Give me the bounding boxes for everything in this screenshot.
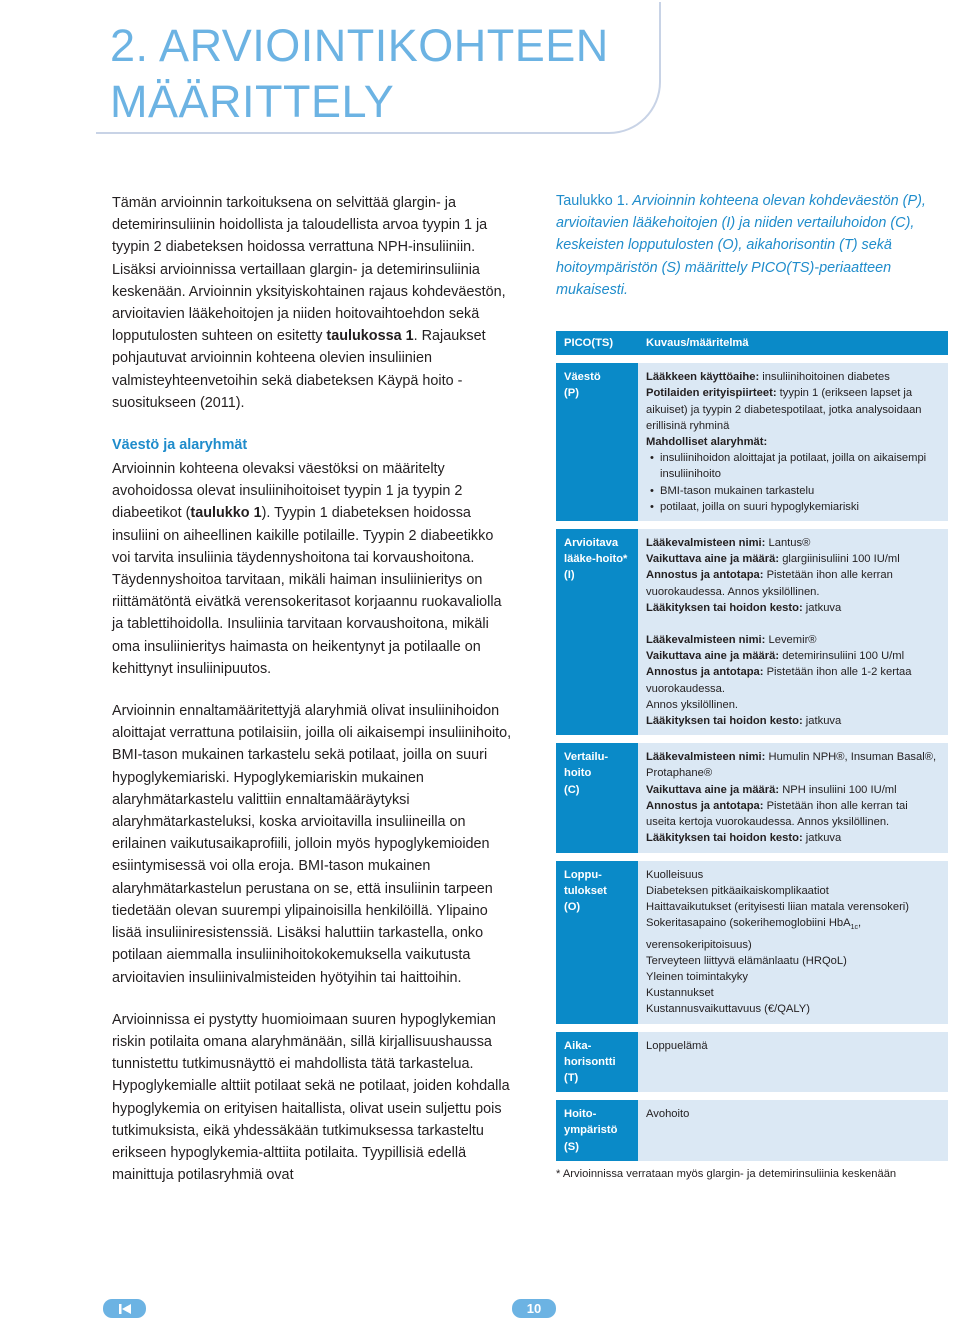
field-value: jatkuva: [802, 715, 842, 728]
drug-block-levemir: [646, 632, 940, 729]
intro-text-b: . Rajaukset pohjautuvat arvioinnin kohteena olevien insuliinien valmisteyhteenvetoihin sekä diabeteksen Käypä hoito -suositukseen (2011).: [112, 328, 486, 411]
field-value: Humulin NPH®, Insuman Basal®, Protaphane®: [646, 751, 937, 780]
header-description: Kuvaus/määritelmä: [638, 331, 948, 359]
field-value: detemirinsuliini 100 U/ml: [779, 650, 905, 663]
row-desc-comparator: [638, 739, 948, 856]
row-desc-intervention: [638, 525, 948, 739]
table-caption-label: Taulukko 1.: [556, 193, 629, 209]
header-pico: PICO(TS): [556, 331, 638, 359]
row-desc-population: [638, 359, 948, 525]
row-label-outcomes: Loppu-tulokset (O): [556, 857, 638, 1028]
table-row-population: [556, 359, 948, 525]
page-title-line1: 2. ARVIOINTIKOHTEEN: [110, 20, 609, 71]
field-label: Lääkevalmisteen nimi:: [646, 751, 766, 764]
table-row-setting: [556, 1096, 948, 1161]
field-value: insuliinihoitoinen diabetes: [759, 371, 890, 384]
row-label-intervention: Arvioitava lääke-hoito* (I): [556, 525, 638, 739]
field-value: Annos yksilöllinen.: [646, 698, 739, 711]
row-desc-outcomes: [638, 857, 948, 1028]
outcome-item: Diabeteksen pitkäaikaiskomplikaatiot: [646, 884, 829, 897]
row-desc-time: Loppuelämä: [638, 1028, 948, 1097]
outcome-item: Kustannusvaikuttavuus (€/QALY): [646, 1003, 810, 1016]
row-label-comparator: Vertailu-hoito (C): [556, 739, 638, 856]
list-item: • BMI-tason mukainen tarkastelu: [646, 483, 940, 499]
outcome-item: Kuolleisuus: [646, 868, 704, 881]
field-value: jatkuva: [802, 601, 842, 614]
outcome-item: Kustannukset: [646, 987, 714, 1000]
field-value: glargiinisuliini 100 IU/ml: [779, 553, 900, 566]
field-label: Lääkityksen tai hoidon kesto:: [646, 715, 803, 728]
skip-to-start-button[interactable]: [103, 1299, 146, 1318]
field-label: Vaikuttava aine ja määrä:: [646, 553, 780, 566]
list-item: • potilaat, joilla on suuri hypoglykemiariski: [646, 499, 940, 515]
row-desc-setting: Avohoito: [638, 1096, 948, 1161]
row-label-setting: Hoito-ympäristö (S): [556, 1096, 638, 1161]
field-value: NPH insuliini 100 IU/ml: [779, 783, 897, 796]
row-label-population: Väestö (P): [556, 359, 638, 525]
field-value: Levemir®: [765, 634, 817, 647]
right-column: [556, 190, 948, 1182]
table-reference-2: taulukko 1: [190, 505, 262, 522]
field-label: Vaikuttava aine ja määrä:: [646, 650, 780, 663]
field-label: Annostus ja antotapa:: [646, 799, 764, 812]
table-row-intervention: [556, 525, 948, 739]
field-label: Annostus ja antotapa:: [646, 569, 764, 582]
field-label: Lääkityksen tai hoidon kesto:: [646, 832, 803, 845]
page-number: 10: [512, 1299, 556, 1318]
pico-table: [556, 331, 948, 1161]
table-footnote: * Arvioinnissa verrataan myös glargin- ja detemirinsuliinia keskenään: [556, 1167, 897, 1180]
field-value: jatkuva: [802, 832, 842, 845]
field-label: Annostus ja antotapa:: [646, 666, 764, 679]
list-item: • insuliinihoidon aloittajat ja potilaat, joilla on aikaisempi insuliinihoito: [646, 450, 940, 482]
intro-text-a: Tämän arvioinnin tarkoituksena on selvittää glargin- ja detemirinsuliinin hoidollista ja taloudellista arvoa tyypin 1 ja tyypin 2 diabeteksen hoidossa verrattuna NPH-insuliiniin. Lisäksi arvioinnissa vertaillaan glargin- ja detemirinsuliinia keskenään. Arvioinnin yksityiskohtainen rajaus kohdeväestön, arvioitavien lääkehoitojen ja niiden hoitovaihtoehdon sekä lopputulosten suhteen on esitetty: [112, 195, 506, 345]
field-value: Lantus®: [765, 537, 811, 550]
field-label: Vaikuttava aine ja määrä:: [646, 783, 780, 796]
subscript: 1c: [850, 924, 858, 932]
field-label: Mahdolliset alaryhmät:: [646, 436, 768, 449]
page-title-line2: MÄÄRITTELY: [110, 76, 395, 127]
table-reference: taulukossa 1: [326, 328, 414, 345]
left-column: [112, 192, 512, 1186]
field-label: Lääkkeen käyttöaihe:: [646, 371, 760, 384]
outcome-text: , verensokeripitoisuus): [646, 917, 862, 951]
table-caption-text: Arvioinnin kohteena olevan kohdeväestön (P), arvioitavien lääkehoitojen (I) ja niiden vertailuhoidon (C), keskeisten lopputulosten (O), aikahorisontin (T) sekä hoitoympäristön (S) määrittely PICO(TS)-periaatteen mukaisesti.: [556, 193, 926, 298]
skip-to-start-icon: [117, 1303, 133, 1315]
row-label-time: Aika-horisontti (T): [556, 1028, 638, 1097]
subgroups-paragraph: Arvioinnin ennaltamääritettyjä alaryhmiä olivat insuliinihoidon aloittajat verrattuna potilaisiin, joilla oli aikaisempi insuliinihoito, BMI-tason mukainen tarkastelu sekä potilaat, joilla on suuri hypoglykemiariski. Hypoglykemiariskin mukainen alaryhmätarkastelu valittiin ennaltamääräytyksi alaryhmätarkasteluksi, koska arvioitavilla insuliineilla on erilainen vaikutusaikaprofiili, jolloin myös hypoglykemioiden esiintymisessä voi olla eroja. BMI-tason mukainen alaryhmätarkastelun perustana on se, että insuliinin tarpeen tiedetään olevan suurempi ylipainoisilla henkilöillä. Ylipaino lisää insuliiniresistenssiä. Lisäksi haluttiin tarkastella, onko potilaan aiemmalla insuliinihoitokokemuksella vaikutusta arvioitavien insuliinivalmisteiden hyötyihin tai haittoihin.: [112, 703, 512, 986]
page-title: [110, 18, 650, 130]
hypoglycemia-paragraph: Arvioinnissa ei pystytty huomioimaan suuren hypoglykemian riskin potilaita omana alaryhmänään, sillä kirjallisuushaussa tunnistettu tutkimusnäyttö ei mahdollista tätä tarkastelua. Hypoglykemialle alttiit potilaat sekä ne potilaat, joiden kohdalla hypoglykemia on erityisen haitallista, olivat usein suljettu pois tutkimuksista, eikä yhdessäkään tutkimuksessa tarkasteltu erikseen hypoglykemia-alttiita potilaita. Tyypillisiä edellä mainittuja potilasryhmiä ovat: [112, 1011, 510, 1184]
population-paragraph: [112, 458, 512, 680]
outcome-item: Terveyteen liittyvä elämänlaatu (HRQoL): [646, 954, 847, 967]
outcome-item: Haittavaikutukset (erityisesti liian matala verensokeri): [646, 900, 910, 913]
field-label: Lääkevalmisteen nimi:: [646, 537, 766, 550]
table-row-comparator: [556, 739, 948, 856]
section-subheading: Väestö ja alaryhmät: [112, 437, 248, 454]
intro-paragraph: [112, 192, 512, 414]
field-value: Pistetään ihon alle 1-2 kertaa vuorokaudessa.: [646, 666, 912, 695]
outcome-item: [646, 915, 940, 953]
field-value: Pistetään ihon alle kerran tai useita kertoja vuorokaudessa. Annos yksilöllinen.: [646, 799, 908, 829]
field-label: Lääkityksen tai hoidon kesto:: [646, 601, 803, 614]
field-label: Lääkevalmisteen nimi:: [646, 634, 766, 647]
drug-block-lantus: [646, 535, 940, 616]
table-caption: [556, 190, 948, 301]
outcome-text: Sokeritasapaino (sokerihemoglobiini HbA: [646, 917, 851, 930]
population-text-a: Arvioinnin kohteena olevaksi väestöksi on määritelty avohoidossa olevat insuliinihoitoiset tyypin 1 ja tyypin 2 diabeetikot (: [112, 461, 463, 522]
field-label: Potilaiden erityispiirteet:: [646, 387, 777, 400]
outcome-item: Yleinen toimintakyky: [646, 970, 748, 983]
table-row-time: [556, 1028, 948, 1097]
table-row-outcomes: [556, 857, 948, 1028]
field-value: tyypin 1 (erikseen lapset ja aikuiset) ja tyypin 2 diabetespotilaat, jotka analysoidaan erillisinä ryhminä: [646, 387, 922, 432]
field-value: Pistetään ihon alle kerran vuorokaudessa. Annos yksilöllinen.: [646, 569, 893, 598]
table-header-row: [556, 331, 948, 359]
population-text-b: ). Tyypin 1 diabeteksen hoidossa insuliini on aiheellinen kaikille potilaille. Tyypin 2 diabeetikko voi tarvita insuliinia täydennyshoitona tai korvaushoitona. Täydennyshoitoa tarvitaan, mikäli haiman insuliinieritys on riittämätöntä eivätkä verensokeritasot korjaannu ruokavaliolla ja tablettihoidolla. Insuliinia tarvitaan korvaushoitona, mikäli oma insuliinieritys haimasta on heikentynyt ja potilaalle on kehittynyt insuliinipuutos.: [112, 505, 502, 677]
subgroup-list: [646, 450, 940, 515]
